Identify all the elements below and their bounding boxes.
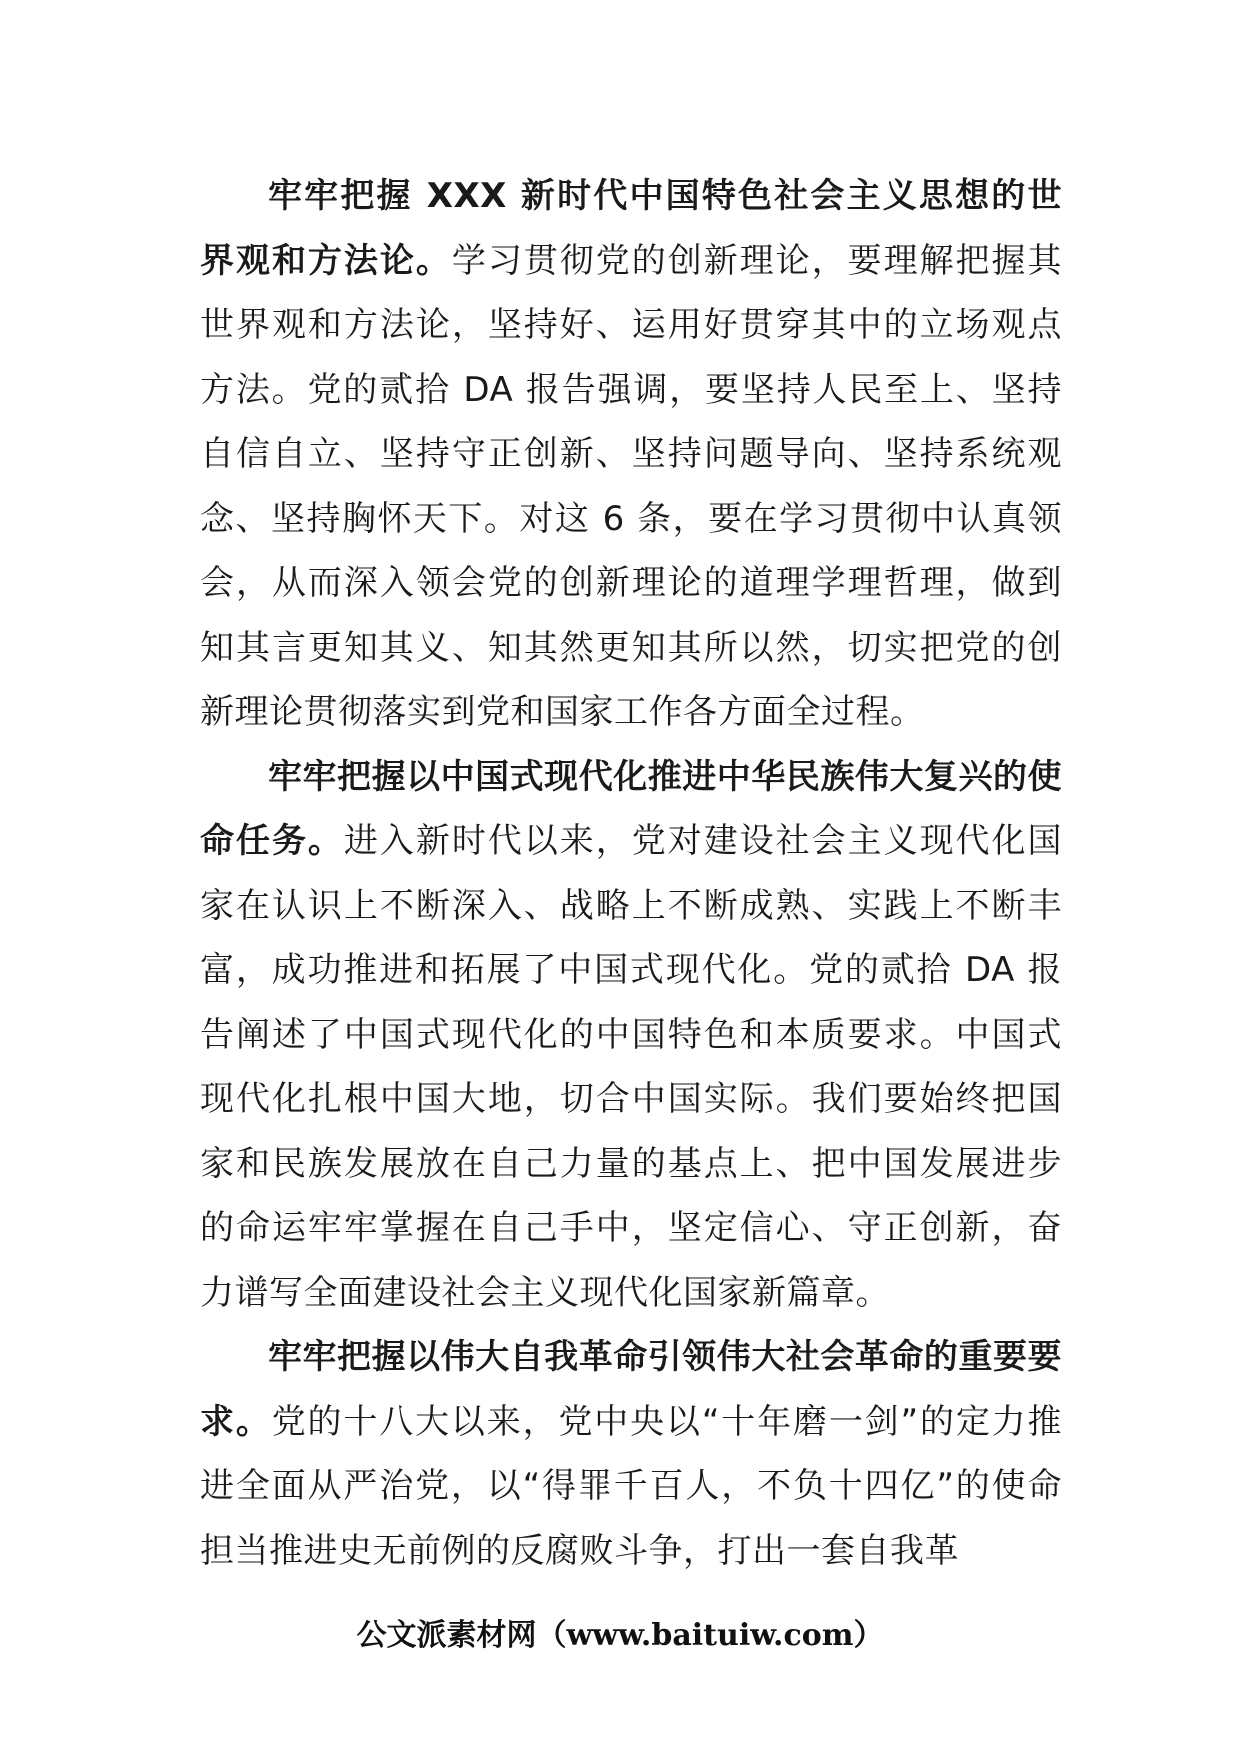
paragraph-1 <box>200 164 1062 745</box>
paragraph-3-text: 党的十八大以来，党中央以“十年磨一剑”的定力推进全面从严治党，以“得罪千百人，不负十四亿”的使命担当推进史无前例的反腐败斗争，打出一套自我革 <box>200 1401 1063 1571</box>
footer-watermark: 公文派素材网（www.baituiw.com） <box>356 1618 884 1653</box>
document-body <box>200 164 1062 1583</box>
paragraph-1-text: 学习贯彻党的创新理论，要理解把握其世界观和方法论，坚持好、运用好贯穿其中的立场观点方法。党的贰拾 DA 报告强调，要坚持人民至上、坚持自信自立、坚持守正创新、坚持问题导向、坚持系统观念、坚持胸怀天下。对这 6 条，要在学习贯彻中认真领会，从而深入领会党的创新理论的道理学理哲理，做到知其言更知其义、知其然更知其所以然，切实把党的创新理论贯彻落实到党和国家工作各方面全过程。 <box>200 240 1063 732</box>
paragraph-2-text: 进入新时代以来，党对建设社会主义现代化国家在认识上不断深入、战略上不断成熟、实践上不断丰富，成功推进和拓展了中国式现代化。党的贰拾 DA 报告阐述了中国式现代化的中国特色和本质要求。中国式现代化扎根中国大地，切合中国实际。我们要始终把国家和民族发展放在自己力量的基点上、把中国发展进步的命运牢牢掌握在自己手中，坚定信心、守正创新，奋力谱写全面建设社会主义现代化国家新篇章。 <box>200 821 1063 1313</box>
paragraph-2 <box>200 745 1062 1326</box>
paragraph-3 <box>200 1325 1062 1583</box>
paragraph-1-heading: 牢牢把握 XXX 新时代中国特色社会主义思想的世界观和方法论。 <box>200 176 1062 281</box>
paragraph-2-heading: 牢牢把握以中国式现代化推进中华民族伟大复兴的使命任务。 <box>200 756 1062 861</box>
paragraph-3-heading: 牢牢把握以伟大自我革命引领伟大社会革命的重要要求。 <box>200 1337 1062 1442</box>
